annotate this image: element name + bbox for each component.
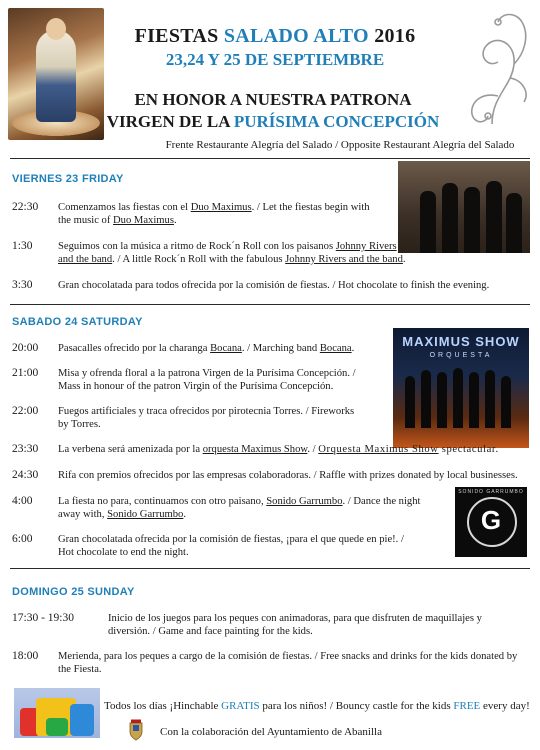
band-member bbox=[453, 368, 463, 428]
performer-name: Sonido Garrumbo bbox=[266, 496, 343, 507]
text: . bbox=[351, 343, 355, 354]
text: the Fiesta. bbox=[58, 664, 102, 675]
event-time: 4:00 bbox=[12, 495, 33, 507]
text: away with, bbox=[58, 509, 108, 520]
band-member bbox=[437, 372, 447, 428]
event-description bbox=[58, 367, 388, 393]
title-prefix: FIESTAS bbox=[134, 25, 224, 47]
event-description bbox=[58, 495, 453, 521]
honor-line-2 bbox=[98, 112, 448, 132]
honor-prefix: VIRGEN DE LA bbox=[106, 112, 234, 131]
castle-slide bbox=[46, 718, 68, 736]
performer-name: Orquesta Maximus Show bbox=[318, 444, 439, 455]
coat-of-arms-icon bbox=[128, 719, 144, 741]
event-description bbox=[58, 240, 408, 266]
text: Hot chocolate to end the night. bbox=[58, 547, 189, 558]
event-description bbox=[58, 533, 453, 559]
text: Mass in honour of the patron Virgin of the Purísima Concepción. bbox=[58, 381, 334, 392]
event-time: 22:00 bbox=[12, 405, 39, 417]
honor-accent: PURÍSIMA CONCEPCIÓN bbox=[233, 112, 440, 131]
text: Inicio de los juegos para los peques con animadoras, para que disfruten de maquillajes y bbox=[108, 613, 482, 624]
text: . bbox=[173, 215, 177, 226]
text: Seguimos con la música a ritmo de Rock´n Roll con los paisanos bbox=[58, 241, 336, 252]
text: Pasacalles ofrecido por la charanga bbox=[58, 343, 211, 354]
band-member bbox=[486, 181, 502, 253]
band-member bbox=[506, 193, 522, 253]
band-member bbox=[421, 370, 431, 428]
title-accent: SALADO ALTO bbox=[223, 25, 369, 47]
event-description bbox=[108, 612, 528, 638]
event-description bbox=[58, 650, 528, 676]
event-time: 21:00 bbox=[12, 367, 39, 379]
maximus-show-photo bbox=[393, 328, 529, 448]
venue-line: Frente Restaurante Alegría del Salado / Opposite Restaurant Alegría del Salado bbox=[165, 139, 515, 151]
divider bbox=[10, 158, 530, 159]
text: every day! bbox=[480, 700, 530, 712]
castle-tower bbox=[70, 704, 94, 736]
text: . / bbox=[307, 444, 319, 455]
event-time: 18:00 bbox=[12, 650, 39, 662]
text: . / Let the fiestas begin with bbox=[251, 202, 370, 213]
sonido-garrumbo-logo bbox=[455, 487, 527, 557]
text: Comenzamos las fiestas con el bbox=[58, 202, 191, 213]
performer-name: Johnny Rivers and the band bbox=[285, 254, 403, 265]
band-member bbox=[501, 376, 511, 428]
swirl-ornament-icon bbox=[452, 6, 534, 128]
event-time: 1:30 bbox=[12, 240, 33, 252]
performer-name: and the band bbox=[58, 254, 113, 265]
text: the music of bbox=[58, 215, 114, 226]
text: . / Dance the night bbox=[342, 496, 421, 507]
event-time: 22:30 bbox=[12, 201, 39, 213]
performer-name: orquesta Maximus Show bbox=[202, 444, 308, 455]
text: Misa y ofrenda floral a la patrona Virgen de la Purísima Concepción. / bbox=[58, 368, 356, 379]
text: Merienda, para los peques a cargo de la comisión de fiestas. / Free snacks and drinks for the kids donated by bbox=[58, 651, 518, 662]
performer-name: Duo Maximus bbox=[113, 215, 174, 226]
event-description bbox=[58, 342, 378, 355]
divider bbox=[10, 304, 530, 305]
maximus-show-logo: MAXIMUS SHOW bbox=[402, 334, 520, 349]
band-member bbox=[464, 187, 480, 253]
band-member bbox=[485, 370, 495, 428]
band-member bbox=[442, 183, 458, 253]
performer-name: Bocana bbox=[319, 343, 352, 354]
text: Gran chocolatada ofrecida por la comisión de fiestas, ¡para el que quede en pie!. / bbox=[58, 534, 404, 545]
event-description: Rifa con premios ofrecidos por las empresas colaboradoras. / Raffle with prizes donated by local businesses. bbox=[58, 470, 518, 481]
text: La fiesta no para, continuamos con otro paisano, bbox=[58, 496, 267, 507]
text: . bbox=[183, 509, 187, 520]
text: diversión. / Game and face painting for the kids. bbox=[108, 626, 313, 637]
free-highlight: FREE bbox=[453, 700, 481, 712]
text: . bbox=[402, 254, 406, 265]
bouncy-castle-note bbox=[104, 700, 534, 712]
painting-figure bbox=[36, 30, 76, 122]
event-description: Gran chocolatada para todos ofrecida por la comisión de fiestas. / Hot chocolate to finish the evening. bbox=[58, 280, 490, 291]
event-dates: 23,24 Y 25 DE SEPTIEMBRE bbox=[165, 50, 385, 69]
event-description bbox=[58, 405, 388, 431]
logo-ring-text: SONIDO GARRUMBO bbox=[458, 489, 524, 495]
painting-face bbox=[46, 18, 66, 40]
maximus-show-sub: ORQUESTA bbox=[429, 352, 493, 359]
gratis-highlight: GRATIS bbox=[221, 700, 260, 712]
text: . / A little Rock´n Roll with the fabulous bbox=[112, 254, 286, 265]
event-time: 23:30 bbox=[12, 443, 39, 455]
text: para los niños! / Bouncy castle for the kids bbox=[259, 700, 454, 712]
event-title bbox=[110, 25, 440, 48]
virgin-painting bbox=[8, 8, 104, 140]
event-time: 24:30 bbox=[12, 469, 39, 481]
performer-name: Sonido Garrumbo bbox=[107, 509, 184, 520]
event-description bbox=[58, 201, 388, 227]
text: . / Marching band bbox=[241, 343, 320, 354]
duo-maximus-photo bbox=[398, 161, 530, 253]
event-time: 20:00 bbox=[12, 342, 39, 354]
event-time: 3:30 bbox=[12, 279, 33, 291]
text: Fuegos artificiales y traca ofrecidos por pirotecnia Torres. / Fireworks bbox=[58, 406, 355, 417]
text: by Torres. bbox=[58, 419, 101, 430]
band-member bbox=[469, 372, 479, 428]
honor-line-1: EN HONOR A NUESTRA PATRONA bbox=[134, 90, 412, 109]
text: spectacular. bbox=[438, 444, 499, 455]
performer-name: Bocana bbox=[210, 343, 242, 354]
saturday-heading: SABADO 24 SATURDAY bbox=[12, 316, 143, 328]
divider bbox=[10, 568, 530, 569]
band-member bbox=[405, 376, 415, 428]
bouncy-castle-image bbox=[14, 688, 100, 738]
title-year: 2016 bbox=[368, 25, 416, 47]
band-member bbox=[420, 191, 436, 253]
performer-name: Johnny Rivers bbox=[335, 241, 397, 252]
logo-letter: G bbox=[480, 505, 502, 535]
event-time: 17:30 - 19:30 bbox=[12, 612, 74, 624]
friday-heading: VIERNES 23 FRIDAY bbox=[12, 173, 124, 185]
event-time: 6:00 bbox=[12, 533, 33, 545]
text: Todos los días ¡Hinchable bbox=[104, 700, 222, 712]
event-description bbox=[58, 443, 528, 456]
collaboration-credit: Con la colaboración del Ayuntamiento de Abanilla bbox=[160, 726, 382, 738]
sunday-heading: DOMINGO 25 SUNDAY bbox=[12, 586, 135, 598]
performer-name: Duo Maximus bbox=[190, 202, 252, 213]
text: La verbena será amenizada por la bbox=[58, 444, 203, 455]
